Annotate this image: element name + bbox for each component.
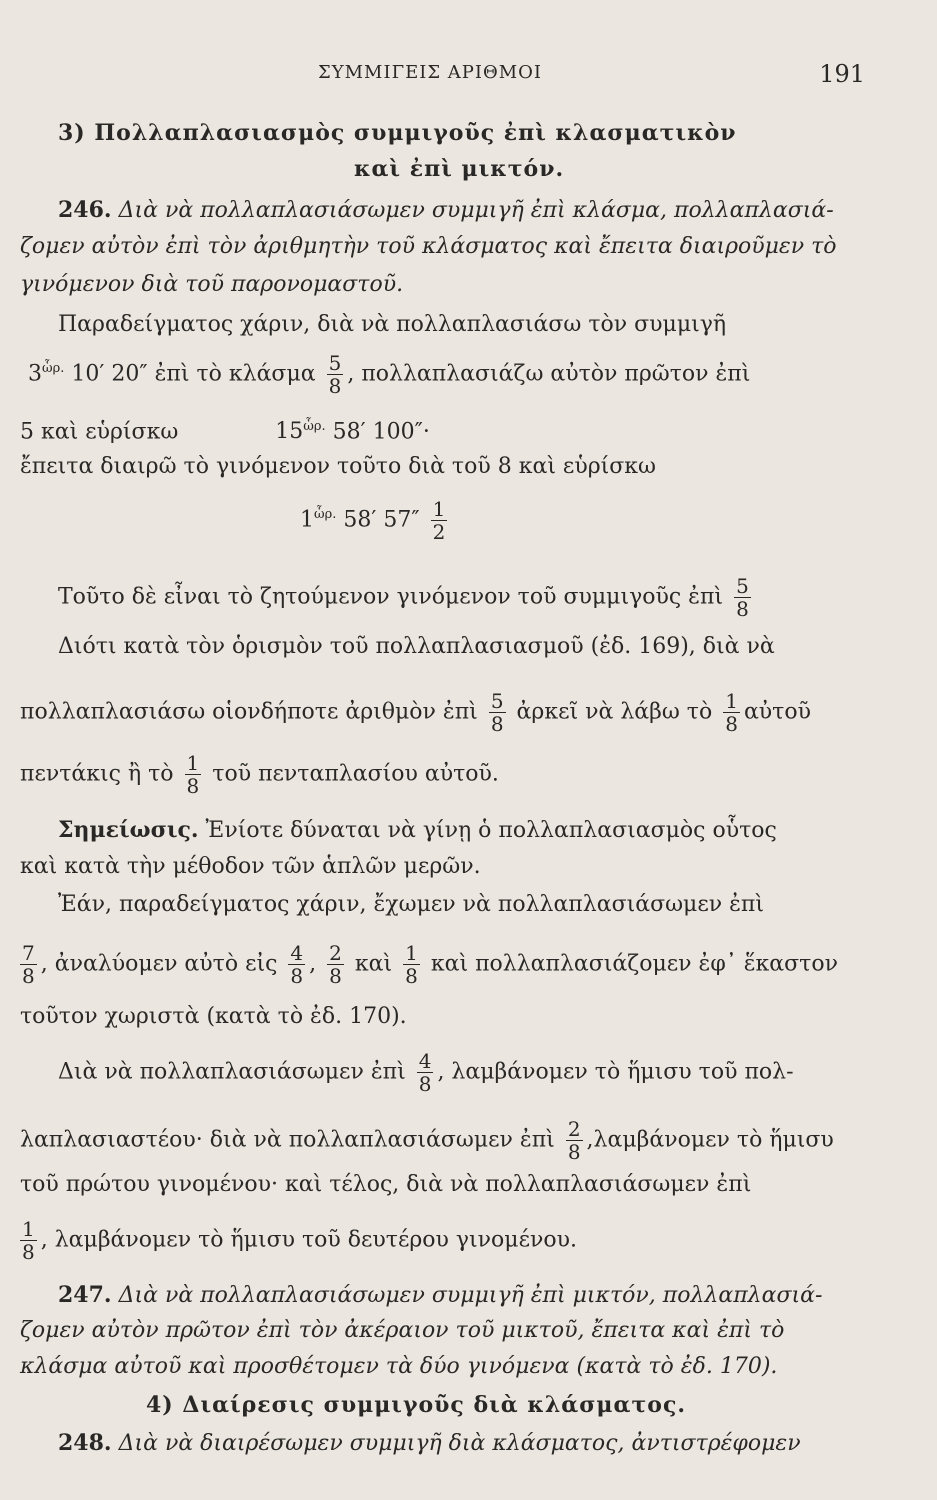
paragraph-246-line-2: ζομεν αὐτὸν ἐπὶ τὸν ἀριθμητὴν τοῦ κλάσματος καὶ ἔπειτα διαιροῦμεν τὸ — [20, 234, 837, 259]
paragraph-248-line-1: 248. Διὰ νὰ διαιρέσωμεν συμμιγῆ διὰ κλάσματος, ἀντιστρέφομεν — [58, 1430, 801, 1456]
fraction-one-half: $\frac{1}{2}$ — [432, 497, 446, 544]
example-line-2: $3^{ὧ\rho.}$ 10′ 20″ ἐπὶ τὸ κλάσμα $\frac{5}{8}$ , πολλαπλασιάζω αὐτὸν πρῶτον ἐπὶ — [28, 351, 751, 398]
paragraph-247-line-2: ζομεν αὐτὸν πρῶτον ἐπὶ τὸν ἀκέραιον τοῦ μικτοῦ, ἔπειτα καὶ ἐπὶ τὸ — [20, 1318, 785, 1343]
note-line-5: τοῦτον χωριστὰ (κατὰ τὸ ἐδ. 170). — [20, 1004, 407, 1029]
note-line-7: λαπλασιαστέου· διὰ νὰ πολλαπλασιάσωμεν ἐπὶ $\frac{2}{8}$ ,λαμβάνομεν τὸ ἥμισυ — [20, 1117, 834, 1164]
example-line-8: πολλαπλασιάσω οἱονδήποτε ἀριθμὸν ἐπὶ $\frac{5}{8}$ ἀρκεῖ νὰ λάβω τὸ $\frac{1}{8}$ αὐτοῦ — [20, 689, 811, 736]
note-line-1: Σημείωσις. Ἐνίοτε δύναται νὰ γίνῃ ὁ πολλαπλασιασμὸς οὗτος — [58, 817, 777, 843]
paragraph-247-line-1: 247. Διὰ νὰ πολλαπλασιάσωμεν συμμιγῆ ἐπὶ μικτόν, πολλαπλασιά- — [58, 1282, 823, 1308]
note-label: Σημείωσις. — [58, 817, 199, 843]
paragraph-246-line-3: γινόμενον διὰ τοῦ παρονομαστοῦ. — [20, 272, 404, 297]
section-3-heading-cont: καὶ ἐπὶ μικτόν. — [354, 156, 565, 182]
fraction-one-eighth: $\frac{1}{8}$ — [22, 1217, 35, 1264]
example-line-9: πεντάκις ἢ τὸ $\frac{1}{8}$ τοῦ πενταπλασίου αὐτοῦ. — [20, 751, 499, 798]
section-4-heading: 4) Διαίρεσις συμμιγοῦς διὰ κλάσματος. — [146, 1392, 686, 1418]
paragraph-number: 248. — [58, 1430, 112, 1456]
note-line-4: $\frac{7}{8}$ , ἀναλύομεν αὐτὸ εἰς $\frac{4}{8}$ , $\frac{2}{8}$ καὶ $\frac{1}{8}$ καὶ πολλαπλασιάζομεν ἐφ᾿ ἕκαστον — [22, 941, 838, 988]
page-number: 191 — [819, 60, 865, 88]
note-line-3: Ἐάν, παραδείγματος χάριν, ἔχωμεν νὰ πολλαπλασιάσωμεν ἐπὶ — [58, 892, 764, 917]
note-line-8: τοῦ πρώτου γινομένου· καὶ τέλος, διὰ νὰ πολλαπλασιάσωμεν ἐπὶ — [20, 1172, 752, 1197]
note-line-9: $\frac{1}{8}$ , λαμβάνομεν τὸ ἥμισυ τοῦ δευτέρου γινομένου. — [22, 1217, 577, 1264]
paragraph-number: 247. — [58, 1282, 112, 1308]
fraction-two-eighths: $\frac{2}{8}$ — [567, 1117, 581, 1164]
note-line-6: Διὰ νὰ πολλαπλασιάσωμεν ἐπὶ $\frac{4}{8}$ , λαμβάνομεν τὸ ἥμισυ τοῦ πολ- — [58, 1049, 794, 1096]
note-line-2: καὶ κατὰ τὴν μέθοδον τῶν ἁπλῶν μερῶν. — [20, 854, 481, 879]
fraction-one-eighth: $\frac{1}{8}$ — [725, 689, 738, 736]
fraction-five-eighths: $\frac{5}{8}$ — [736, 574, 749, 621]
paragraph-number: 246. — [58, 197, 112, 223]
paragraph-246-line-1: 246. Διὰ νὰ πολλαπλασιάσωμεν συμμιγῆ ἐπὶ κλάσμα, πολλαπλασιά- — [58, 197, 834, 223]
running-header: ΣΥΜΜΙΓΕΙΣ ΑΡΙΘΜΟΙ — [318, 62, 543, 83]
example-line-7: Διότι κατὰ τὸν ὁρισμὸν τοῦ πολλαπλασιασμοῦ (ἐδ. 169), διὰ νὰ — [58, 634, 775, 659]
example-result: $1^{ὧ\rho.}$ 58′ 57″ $\frac{1}{2}$ — [300, 497, 446, 544]
fraction-five-eighths: $\frac{5}{8}$ — [328, 351, 342, 398]
fraction-seven-eighths: $\frac{7}{8}$ — [22, 941, 35, 988]
example-line-1: Παραδείγματος χάριν, διὰ νὰ πολλαπλασιάσω τὸν συμμιγῆ — [58, 312, 727, 337]
example-line-4: ἔπειτα διαιρῶ τὸ γινόμενον τοῦτο διὰ τοῦ 8 καὶ εὑρίσκω — [20, 454, 656, 479]
fraction-five-eighths: $\frac{5}{8}$ — [490, 689, 504, 736]
fraction-one-eighth: $\frac{1}{8}$ — [405, 941, 418, 988]
section-3-heading: 3) Πολλαπλασιασμὸς συμμιγοῦς ἐπὶ κλασματικὸν — [58, 120, 737, 146]
example-line-6: Τοῦτο δὲ εἶναι τὸ ζητούμενον γινόμενον τοῦ συμμιγοῦς ἐπὶ $\frac{5}{8}$ — [58, 574, 749, 621]
fraction-four-eighths: $\frac{4}{8}$ — [290, 941, 304, 988]
fraction-four-eighths: $\frac{4}{8}$ — [418, 1049, 432, 1096]
example-line-3: 5 καὶ εὑρίσκω $15^{ὧ\rho.}$ 58′ 100″· — [20, 419, 430, 445]
paragraph-247-line-3: κλάσμα αὐτοῦ καὶ προσθέτομεν τὰ δύο γινόμενα (κατὰ τὸ ἐδ. 170). — [20, 1354, 778, 1379]
fraction-one-eighth: $\frac{1}{8}$ — [186, 751, 200, 798]
fraction-two-eighths: $\frac{2}{8}$ — [329, 941, 342, 988]
